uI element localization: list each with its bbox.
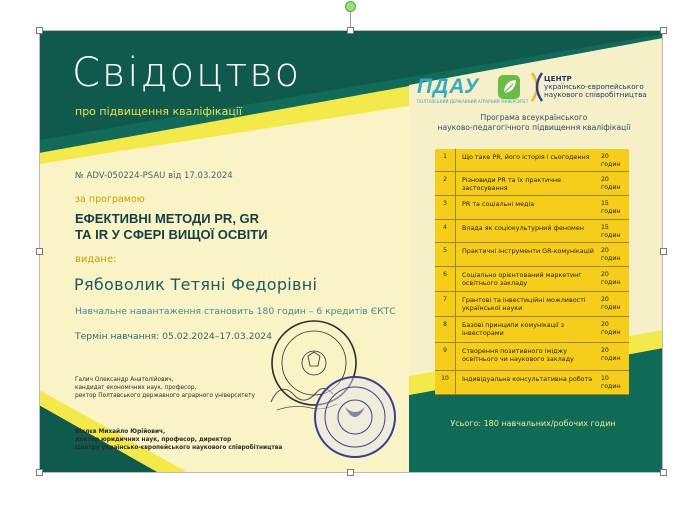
module-title: PR та соціальні медіа [462, 200, 535, 208]
signatory-2-name: Віхлєв Михайло Юрійович, [75, 429, 166, 435]
modules-table [435, 149, 629, 395]
module-hours-unit: годин [601, 232, 621, 239]
module-title: Соціально орієнтований маркетинг освітнього закладу [462, 271, 582, 287]
program-title-line2: ТА IR У СФЕРІ ВИЩОЇ ОСВІТИ [75, 227, 268, 242]
resize-handle-top-left[interactable] [36, 27, 43, 34]
module-number: 3 [435, 196, 456, 219]
program-title [75, 211, 268, 243]
module-hours [601, 267, 629, 291]
module-number: 5 [435, 243, 456, 266]
center-logo-line2: українсько-європейського [544, 82, 644, 92]
module-row [435, 196, 629, 220]
certificate-title: Свідоцтво [72, 50, 302, 96]
module-title: Індивідуальна консультативна робота [462, 375, 593, 383]
registration-number: № ADV-050224-PSAU від 17.03.2024 [75, 171, 233, 181]
module-hours [601, 292, 629, 316]
program-caption-line2: науково-педагогічного підвищення кваліфікації [437, 123, 631, 132]
module-hours-value: 20 [601, 153, 609, 160]
module-title: Що таке PR, його історія і сьогодення [462, 153, 590, 161]
module-title: Створення позитивного іміджу освітнього чи наукового закладу [462, 347, 574, 363]
module-row [435, 149, 629, 172]
module-row [435, 343, 629, 371]
module-hours [601, 149, 629, 171]
module-hours-unit: годин [601, 161, 621, 168]
module-hours [601, 243, 629, 266]
module-hours [601, 317, 629, 342]
resize-handle-bottom-left[interactable] [36, 469, 43, 476]
module-hours-unit: годин [601, 383, 621, 390]
signatory-2 [75, 428, 282, 452]
module-title: Влада як соціокультурний феномен [462, 224, 584, 232]
module-title: Грантові та інвестиційні можливості української науки [462, 296, 586, 312]
module-hours-unit: годин [601, 208, 621, 215]
module-hours-unit: годин [601, 279, 621, 286]
center-logo-text [544, 75, 647, 100]
pdau-logo: ПДАУ [417, 75, 480, 98]
recipient-name: Рябоволик Тетяні Федорівні [74, 275, 318, 294]
signatory-1-line3: ректор Полтавського державного аграрного університету [75, 393, 255, 399]
module-hours [601, 196, 629, 219]
module-hours-value: 20 [601, 176, 609, 183]
module-number: 2 [435, 172, 456, 195]
module-row [435, 172, 629, 196]
module-row [435, 243, 629, 267]
module-row [435, 267, 629, 292]
module-hours-unit: годин [601, 255, 621, 262]
module-number: 6 [435, 267, 456, 291]
module-row [435, 220, 629, 243]
module-number: 10 [435, 371, 456, 394]
module-hours-unit: годин [601, 184, 621, 191]
module-hours-value: 15 [601, 200, 609, 207]
program-caption [434, 113, 634, 133]
module-number: 8 [435, 317, 456, 342]
module-title: Базові принципи комунікації з інвесторами [462, 321, 565, 337]
module-hours [601, 371, 629, 394]
module-number: 7 [435, 292, 456, 316]
certificate-subtitle: про підвищення кваліфікації [75, 105, 242, 118]
program-caption-line1: Програма всеукраїнського [480, 113, 588, 122]
module-hours-unit: годин [601, 304, 621, 311]
module-number: 4 [435, 220, 456, 242]
module-hours-value: 20 [601, 296, 609, 303]
resize-handle-top[interactable] [347, 27, 354, 34]
leaf-icon [498, 75, 520, 99]
module-hours-unit: годин [601, 355, 621, 362]
certificate-image[interactable] [39, 30, 663, 473]
module-hours-value: 20 [601, 347, 609, 354]
center-logo-line1: ЦЕНТР [544, 74, 572, 83]
study-load: Навчальне навантаження становить 180 годин – 6 кредитів ЄКТС [75, 306, 396, 317]
module-hours [601, 220, 629, 242]
module-hours-unit: годин [601, 329, 621, 336]
signatory-1 [75, 376, 255, 400]
resize-handle-left[interactable] [36, 248, 43, 255]
module-title: Практичні інструменти GR-комунікацій [462, 247, 594, 255]
total-hours: Усього: 180 навчальних/робочих годин [450, 419, 616, 428]
pdau-logo-subtitle: ПОЛТАВСЬКИЙ ДЕРЖАВНИЙ АГРАРНИЙ УНІВЕРСИТЕТ [417, 99, 529, 104]
module-hours [601, 343, 629, 370]
resize-handle-right[interactable] [660, 248, 667, 255]
module-title: Різновиди PR та їх практичне застосування [462, 176, 561, 192]
signatory-2-line3: Центру українсько-європейського наукового співробітництва [75, 445, 283, 451]
module-number: 1 [435, 149, 456, 171]
center-stamp [315, 377, 395, 457]
module-hours-value: 20 [601, 321, 609, 328]
module-row [435, 292, 629, 317]
module-hours-value: 15 [601, 224, 609, 231]
resize-handle-top-right[interactable] [660, 27, 667, 34]
module-number: 9 [435, 343, 456, 370]
program-title-line1: ЕФЕКТИВНІ МЕТОДИ PR, GR [75, 211, 260, 226]
program-intro: за програмою [75, 194, 145, 205]
center-emblem-icon [530, 72, 544, 102]
study-term: Термін навчання: 05.02.2024–17.03.2024 [75, 331, 272, 342]
module-hours [601, 172, 629, 195]
signatory-1-line2: кандидат економічних наук, професор, [75, 385, 197, 391]
rotate-handle[interactable] [345, 1, 356, 12]
center-logo-line3: наукового співробітництва [544, 90, 647, 100]
signatory-2-line2: доктор юридичних наук, професор, директор [75, 437, 232, 443]
signatory-1-name: Галич Олександр Анатолійович, [75, 377, 174, 383]
module-hours-value: 20 [601, 247, 609, 254]
resize-handle-bottom-right[interactable] [660, 469, 667, 476]
resize-handle-bottom[interactable] [347, 469, 354, 476]
module-row [435, 317, 629, 343]
module-row [435, 371, 629, 395]
module-hours-value: 10 [601, 375, 609, 382]
module-hours-value: 20 [601, 271, 609, 278]
issued-label: видане: [75, 254, 117, 265]
